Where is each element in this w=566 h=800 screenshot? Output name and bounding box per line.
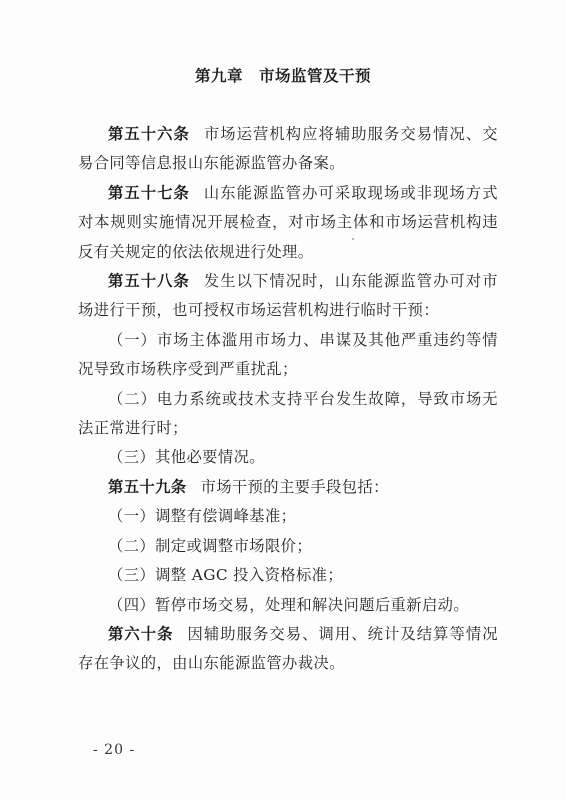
list-item [78, 532, 498, 561]
list-item [78, 443, 498, 472]
article-text: 山东能源监管办可采取现场或非现场方式对本规则实施情况开展检查，对市场主体和市场运营机构违反有关规定的依法依规进行处理。 [78, 183, 498, 261]
article-number: 第五十六条 [108, 125, 190, 143]
article-text: 市场运营机构应将辅助服务交易情况、交易合同等信息报山东能源监管办备案。 [78, 125, 498, 173]
chapter-title: 第九章 市场监管及干预 [194, 67, 371, 85]
article-paragraph [78, 179, 498, 267]
list-item-text: （二）电力系统或技术支持平台发生故障，导致市场无法正常进行时； [78, 389, 498, 438]
list-item-text: （三）调整 AGC 投入资格标准； [108, 566, 344, 585]
article-text: 因辅助服务交易、调用、统计及结算等情况存在争议的，由山东能源监管办裁决。 [78, 624, 498, 673]
list-item-text: （一）调整有偿调峰基准； [108, 507, 297, 526]
article-text: 发生以下情况时，山东能源监管办可对市场进行干预，也可授权市场运营机构进行临时干预： [78, 272, 498, 320]
article-number: 第六十条 [108, 624, 174, 643]
list-item-text: （四）暂停市场交易，处理和解决问题后重新启动。 [108, 595, 470, 614]
list-item [78, 591, 498, 620]
list-item [78, 326, 498, 385]
list-item-text: （三）其他必要情况。 [108, 448, 265, 467]
list-item [78, 385, 498, 444]
document-body [78, 120, 498, 679]
list-item-text: （一）市场主体滥用市场力、串谋及其他严重违约等情况导致市场秩序受到严重扰乱； [78, 330, 498, 379]
article-number: 第五十七条 [108, 183, 190, 202]
article-number: 第五十九条 [108, 477, 187, 496]
article-paragraph [78, 473, 498, 502]
page-number: - 20 - [93, 742, 136, 758]
article-paragraph [78, 620, 498, 679]
list-item [78, 502, 498, 531]
article-text: 市场干预的主要手段包括： [200, 477, 389, 496]
list-item [78, 561, 498, 590]
article-number: 第五十八条 [108, 272, 190, 291]
article-paragraph [78, 120, 498, 179]
scan-speck [352, 238, 354, 240]
list-item-text: （二）制定或调整市场限价； [108, 536, 313, 555]
article-paragraph [78, 267, 498, 326]
